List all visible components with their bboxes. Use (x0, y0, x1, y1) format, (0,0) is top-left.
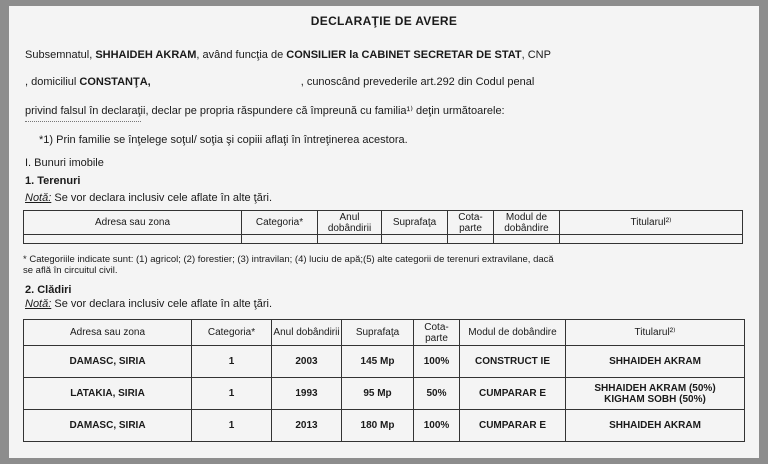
category-footnote: se află în circuitul civil. (23, 265, 118, 276)
intro-text: Subsemnatul, (25, 49, 96, 61)
table-header-row (24, 211, 743, 235)
table-header-row (24, 320, 745, 346)
note-text: Se vor declara inclusiv cele aflate în alte ţări. (51, 192, 273, 204)
owner-cell (566, 410, 745, 442)
address-cell: DAMASC, SIRIA (24, 346, 192, 378)
note-label: Notă: (25, 192, 52, 204)
category-cell: 1 (192, 410, 272, 442)
declarant-name: SHHAIDEH AKRAM (95, 49, 197, 61)
note-text: Se vor declara inclusiv cele aflate în alte ţări. (51, 298, 273, 310)
column-header: Categoria* (192, 320, 272, 346)
category-cell: 1 (192, 346, 272, 378)
table-cell (318, 235, 382, 244)
note-line (25, 192, 272, 204)
table-cell (494, 235, 560, 244)
intro-text: , cunoscând prevederile art.292 din Codul penal (300, 76, 535, 88)
intro-line-3: privind falsul în declaraţii, declar pe propria răspundere că împreună cu familia¹⁾ deţin următoarele: (25, 105, 505, 117)
mode-cell: CONSTRUCT IE (460, 346, 566, 378)
column-header: Categoria* (242, 211, 318, 235)
owner-name: SHHAIDEH AKRAM (609, 356, 701, 367)
table-cell (382, 235, 448, 244)
column-header: Adresa sau zona (24, 211, 242, 235)
address-cell: LATAKIA, SIRIA (24, 378, 192, 410)
column-header: Titularul²⁾ (566, 320, 745, 346)
declarant-domicile: CONSTANŢA, (79, 76, 151, 88)
share-cell: 100% (414, 410, 460, 442)
intro-text: , având funcţia de (196, 49, 287, 61)
column-header: Modul de dobândire (460, 320, 566, 346)
note-line (25, 298, 272, 310)
column-header: Anul dobândirii (318, 211, 382, 235)
owner-name: KIGHAM SOBH (50%) (604, 393, 706, 405)
declarant-function: CONSILIER la CABINET SECRETAR DE STAT (286, 49, 522, 61)
table-cell (24, 235, 242, 244)
owner-cell (566, 346, 745, 378)
year-cell: 2013 (272, 410, 342, 442)
column-header: Anul dobândirii (272, 320, 342, 346)
section-title: I. Bunuri imobile (25, 157, 104, 169)
column-header: Modul de dobândire (494, 211, 560, 235)
column-header: Adresa sau zona (24, 320, 192, 346)
subsection-title: 2. Clădiri (25, 284, 72, 296)
area-cell: 95 Mp (342, 378, 414, 410)
owner-cell (566, 378, 745, 410)
table-cell (242, 235, 318, 244)
category-footnote: * Categoriile indicate sunt: (1) agricol; (2) forestier; (3) intravilan; (4) luciu de apă;(5) alte categorii de terenuri extravilane, dacă (23, 254, 554, 265)
table-cell (560, 235, 743, 244)
address-cell: DAMASC, SIRIA (24, 410, 192, 442)
intro-line-2 (25, 76, 534, 88)
table-cell (448, 235, 494, 244)
mode-cell: CUMPARAR E (460, 378, 566, 410)
land-table (23, 210, 743, 244)
family-note: *1) Prin familie se înţelege soţul/ soţia şi copiii aflaţi în întreţinerea acestora. (39, 134, 408, 146)
intro-text: , domiciliul (25, 76, 80, 88)
column-header: Suprafaţa (382, 211, 448, 235)
owner-name: SHHAIDEH AKRAM (50%) (594, 382, 716, 394)
table-row (24, 235, 743, 244)
category-cell: 1 (192, 378, 272, 410)
column-header: Cota-parte (448, 211, 494, 235)
column-header: Suprafaţa (342, 320, 414, 346)
subsection-title: 1. Terenuri (25, 175, 81, 187)
column-header: Cota-parte (414, 320, 460, 346)
table-row (24, 410, 745, 442)
intro-line-1 (25, 49, 551, 61)
mode-cell: CUMPARAR E (460, 410, 566, 442)
year-cell: 1993 (272, 378, 342, 410)
share-cell: 50% (414, 378, 460, 410)
document-title: DECLARAŢIE DE AVERE (310, 14, 458, 28)
dotted-line (25, 121, 141, 122)
owner-name: SHHAIDEH AKRAM (609, 420, 701, 431)
intro-text: , CNP (521, 49, 551, 61)
table-row (24, 378, 745, 410)
buildings-table (23, 319, 745, 442)
year-cell: 2003 (272, 346, 342, 378)
area-cell: 180 Mp (342, 410, 414, 442)
area-cell: 145 Mp (342, 346, 414, 378)
note-label: Notă: (25, 298, 52, 310)
column-header: Titularul²⁾ (560, 211, 743, 235)
document-page (9, 6, 759, 458)
table-row (24, 346, 745, 378)
share-cell: 100% (414, 346, 460, 378)
